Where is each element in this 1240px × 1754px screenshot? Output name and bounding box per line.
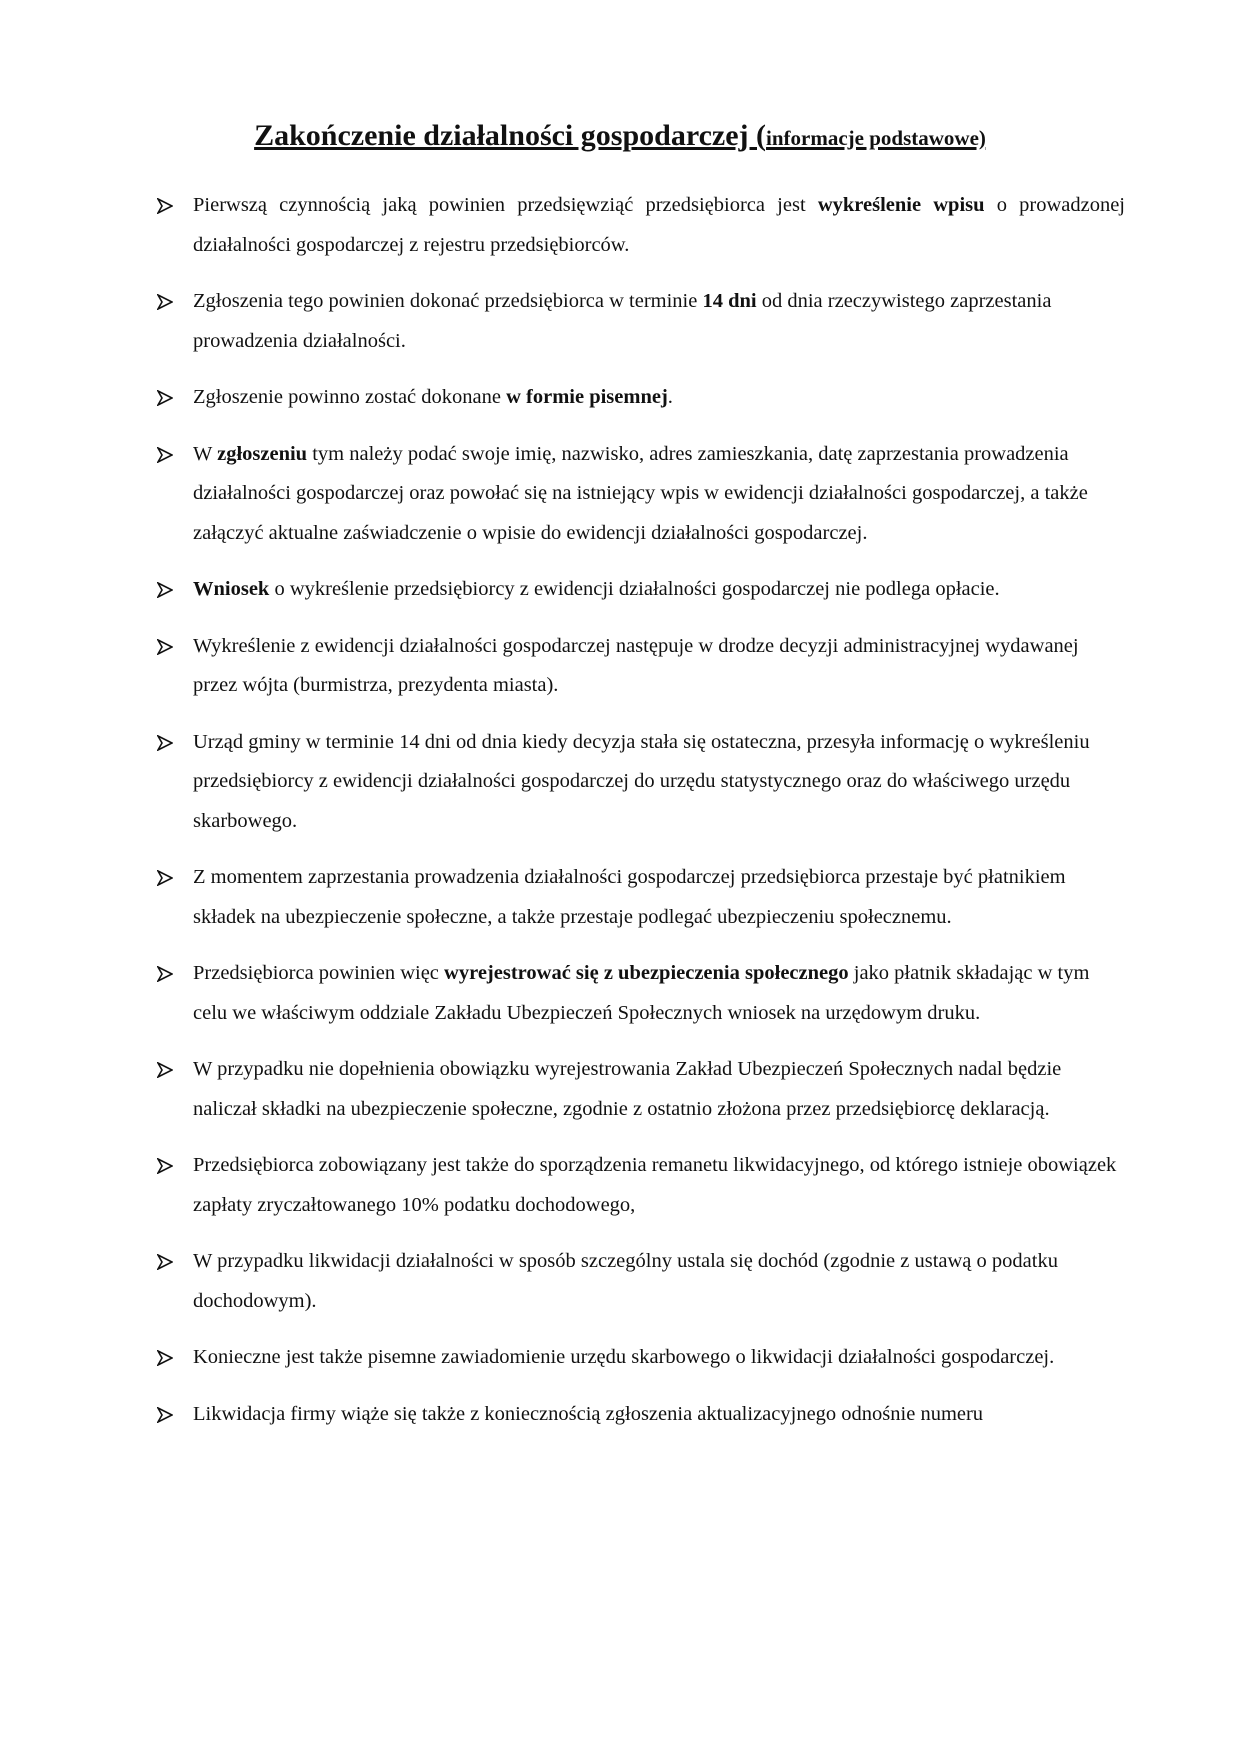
arrowhead-bullet-icon — [157, 1254, 173, 1270]
title-subtitle: informacje podstawowe) — [766, 126, 986, 150]
list-item: Likwidacja firmy wiąże się także z koniecznością zgłoszenia aktualizacyjnego odnośnie numeru — [157, 1395, 1125, 1435]
arrowhead-bullet-icon — [157, 870, 173, 886]
arrowhead-bullet-icon — [157, 1158, 173, 1174]
arrowhead-bullet-icon — [157, 447, 173, 463]
document-title — [0, 116, 1240, 158]
arrowhead-bullet-icon — [157, 1350, 173, 1366]
arrowhead-bullet-icon — [157, 582, 173, 598]
list-item: Zgłoszenia tego powinien dokonać przedsiębiorca w terminie 14 dni od dnia rzeczywistego zaprzestania prowadzenia działalności. — [157, 282, 1125, 361]
arrowhead-bullet-icon — [157, 390, 173, 406]
list-item: Przedsiębiorca zobowiązany jest także do sporządzenia remanetu likwidacyjnego, od którego istnieje obowiązek zapłaty zryczałtowanego 10% podatku dochodowego, — [157, 1146, 1125, 1225]
list-item: Wykreślenie z ewidencji działalności gospodarczej następuje w drodze decyzji administracyjnej wydawanej przez wójta (burmistrza, prezydenta miasta). — [157, 627, 1125, 706]
title-main: Zakończenie działalności gospodarczej ( — [254, 119, 767, 152]
arrowhead-bullet-icon — [157, 639, 173, 655]
arrowhead-bullet-icon — [157, 294, 173, 310]
list-item: Zgłoszenie powinno zostać dokonane w formie pisemnej. — [157, 378, 1125, 418]
arrowhead-bullet-icon — [157, 1407, 173, 1423]
list-item: W przypadku likwidacji działalności w sposób szczególny ustala się dochód (zgodnie z ustawą o podatku dochodowym). — [157, 1242, 1125, 1321]
list-item: Urząd gminy w terminie 14 dni od dnia kiedy decyzja stała się ostateczna, przesyła informację o wykreśleniu przedsiębiorcy z ewidencji działalności gospodarczej do urzędu statystycznego oraz do właściwego urzędu skarbowego. — [157, 723, 1125, 842]
list-item: Wniosek o wykreślenie przedsiębiorcy z ewidencji działalności gospodarczej nie podlega opłacie. — [157, 570, 1125, 610]
list-item: Z momentem zaprzestania prowadzenia działalności gospodarczej przedsiębiorca przestaje być płatnikiem składek na ubezpieczenie społeczne, a także przestaje podlegać ubezpieczeniu społecznemu. — [157, 858, 1125, 937]
bullet-list — [157, 186, 1125, 1451]
list-item: W zgłoszeniu tym należy podać swoje imię, nazwisko, adres zamieszkania, datę zaprzestania prowadzenia działalności gospodarczej oraz powołać się na istniejący wpis w ewidencji działalności gospodarczej, a także załączyć aktualne zaświadczenie o wpisie do ewidencji działalności gospodarczej. — [157, 435, 1125, 554]
list-item: Pierwszą czynnością jaką powinien przedsięwziąć przedsiębiorca jest wykreślenie wpisu o prowadzonej działalności gospodarczej z rejestru przedsiębiorców. — [157, 186, 1125, 265]
arrowhead-bullet-icon — [157, 1062, 173, 1078]
arrowhead-bullet-icon — [157, 735, 173, 751]
arrowhead-bullet-icon — [157, 198, 173, 214]
arrowhead-bullet-icon — [157, 966, 173, 982]
list-item: Przedsiębiorca powinien więc wyrejestrować się z ubezpieczenia społecznego jako płatnik składając w tym celu we właściwym oddziale Zakładu Ubezpieczeń Społecznych wniosek na urzędowym druku. — [157, 954, 1125, 1033]
list-item: Konieczne jest także pisemne zawiadomienie urzędu skarbowego o likwidacji działalności gospodarczej. — [157, 1338, 1125, 1378]
list-item: W przypadku nie dopełnienia obowiązku wyrejestrowania Zakład Ubezpieczeń Społecznych nadal będzie naliczał składki na ubezpieczenie społeczne, zgodnie z ostatnio złożona przez przedsiębiorcę deklaracją. — [157, 1050, 1125, 1129]
